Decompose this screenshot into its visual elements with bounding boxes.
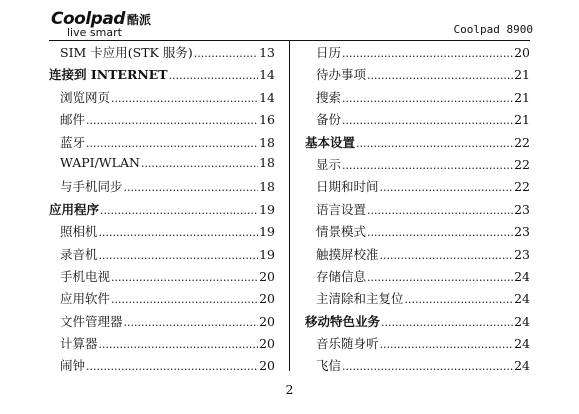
toc-entry[interactable]: [49, 177, 275, 199]
toc-entry-page: 20: [514, 45, 530, 60]
toc-entry[interactable]: [49, 289, 275, 311]
toc-leader: [124, 314, 259, 329]
toc-leader: [141, 155, 258, 170]
toc-entry[interactable]: [305, 110, 530, 132]
toc-entry[interactable]: [49, 43, 275, 65]
toc-entry[interactable]: [49, 155, 275, 177]
toc-leader: [342, 90, 513, 105]
toc-leader: [194, 45, 258, 60]
toc-entry-title: 音乐随身听: [316, 336, 379, 352]
toc-entry[interactable]: [305, 356, 530, 378]
toc-entry-title: 文件管理器: [60, 313, 123, 329]
toc-entry-page: 21: [514, 67, 530, 83]
toc-entry-title: 触摸屏校准: [316, 246, 379, 262]
toc-leader: [367, 269, 513, 284]
toc-section-title: 连接到 INTERNET: [49, 67, 168, 83]
toc-leader: [367, 67, 513, 82]
toc-entry[interactable]: [305, 177, 530, 199]
toc-entry-title: 浏览网页: [60, 89, 111, 105]
toc-entry-page: 24: [514, 358, 530, 374]
toc-leader: [111, 291, 258, 306]
toc-entry-title: 日历: [316, 45, 342, 60]
toc-leader: [86, 112, 258, 127]
toc-leader: [380, 336, 514, 351]
toc-entry-title: 闹钟: [60, 358, 86, 374]
toc-leader: [124, 179, 259, 194]
toc-entry-title: 飞信: [316, 358, 342, 374]
toc-entry-page: 24: [514, 291, 530, 307]
toc-entry-title: 应用软件: [60, 291, 111, 307]
toc-leader: [342, 45, 513, 60]
toc-entry[interactable]: [49, 267, 275, 289]
toc-left-column: [49, 43, 275, 379]
toc-entry-page: 23: [514, 224, 530, 240]
toc-entry-title: 日期和时间: [316, 179, 379, 195]
toc-entry-page: 18: [259, 154, 275, 170]
toc-section-page: 22: [514, 134, 530, 150]
toc-entry[interactable]: [305, 43, 530, 65]
toc-entry-page: 18: [259, 179, 275, 195]
toc-entry-page: 23: [514, 201, 530, 217]
toc-entry[interactable]: [305, 267, 530, 289]
toc-entry-page: 18: [259, 134, 275, 150]
toc-entry-title: WAPI/WLAN: [60, 154, 140, 170]
toc-leader: [99, 247, 259, 262]
toc-section[interactable]: [49, 200, 275, 222]
toc-entry[interactable]: [305, 155, 530, 177]
toc-leader: [405, 291, 514, 306]
column-divider: [289, 41, 290, 371]
toc-entry-title: 主清除和主复位: [316, 291, 404, 307]
toc-leader: [86, 358, 258, 373]
toc-entry-title: 备份: [316, 112, 342, 128]
logo-tagline: live smart: [67, 26, 122, 39]
toc-entry[interactable]: [305, 222, 530, 244]
model-name: Coolpad 8900: [453, 23, 533, 36]
toc-entry-page: 20: [259, 268, 275, 284]
toc-section-title: 基本设置: [305, 134, 356, 150]
logo-brand-cn: 酷派: [126, 13, 151, 27]
toc-leader: [99, 224, 259, 239]
toc-section-page: 14: [259, 67, 275, 83]
toc-leader: [169, 67, 258, 82]
toc-entry-page: 20: [259, 336, 275, 352]
toc-entry[interactable]: [305, 334, 530, 356]
toc-leader: [342, 358, 513, 373]
toc-entry[interactable]: [49, 334, 275, 356]
toc-entry-page: 24: [514, 336, 530, 352]
toc-entry-page: 13: [259, 45, 275, 60]
toc-entry-page: 21: [514, 89, 530, 105]
toc-entry[interactable]: [49, 110, 275, 132]
toc-leader: [100, 202, 258, 217]
toc-entry-title: SIM 卡应用(STK 服务): [60, 45, 193, 60]
toc-entry[interactable]: [305, 65, 530, 87]
toc-entry[interactable]: [49, 245, 275, 267]
coolpad-logo: [51, 9, 151, 39]
toc-entry-title: 搜索: [316, 89, 342, 105]
toc-entry-page: 21: [514, 112, 530, 128]
toc-leader: [86, 135, 258, 150]
page-number: 2: [285, 382, 294, 397]
toc-entry-title: 邮件: [60, 112, 86, 128]
toc-entry-title: 显示: [316, 156, 342, 172]
toc-entry[interactable]: [49, 88, 275, 110]
toc-entry-title: 录音机: [60, 246, 98, 262]
toc-section-title: 应用程序: [49, 201, 100, 217]
toc-leader: [111, 269, 258, 284]
page-header: [0, 0, 579, 44]
toc-entry-title: 情景模式: [316, 224, 367, 240]
toc-entry-page: 20: [259, 358, 275, 374]
toc-entry[interactable]: [49, 356, 275, 378]
toc-entry[interactable]: [305, 289, 530, 311]
toc-entry[interactable]: [305, 200, 530, 222]
toc-leader: [380, 247, 514, 262]
toc-section[interactable]: [305, 312, 530, 334]
toc-leader: [356, 135, 513, 150]
toc-entry[interactable]: [49, 222, 275, 244]
toc-entry-title: 与手机同步: [60, 179, 123, 195]
toc-section-title: 移动特色业务: [305, 313, 381, 329]
toc-entry-page: 19: [259, 224, 275, 240]
toc-section-page: 19: [259, 201, 275, 217]
toc-entry-page: 14: [259, 89, 275, 105]
toc-entry-page: 22: [514, 179, 530, 195]
toc-entry[interactable]: [49, 312, 275, 334]
toc-leader: [367, 224, 513, 239]
toc-entry[interactable]: [305, 88, 530, 110]
toc-section[interactable]: [49, 65, 275, 87]
toc-entry-title: 语言设置: [316, 201, 367, 217]
toc-entry-title: 计算器: [60, 336, 98, 352]
toc-entry-title: 蓝牙: [60, 134, 86, 150]
toc-entry-title: 手机电视: [60, 268, 111, 284]
toc-entry-page: 20: [259, 313, 275, 329]
toc-leader: [99, 336, 259, 351]
toc-entry-page: 19: [259, 246, 275, 262]
toc-entry-page: 22: [514, 156, 530, 172]
toc-entry-page: 23: [514, 246, 530, 262]
toc-entry-title: 待办事项: [316, 67, 367, 83]
toc-leader: [381, 314, 513, 329]
toc-entry-page: 24: [514, 268, 530, 284]
toc-entry-title: 存储信息: [316, 268, 367, 284]
toc-section-page: 24: [514, 313, 530, 329]
toc-leader: [380, 179, 514, 194]
toc-entry-page: 16: [259, 112, 275, 128]
toc-entry[interactable]: [49, 133, 275, 155]
toc-leader: [342, 157, 513, 172]
toc-entry[interactable]: [305, 245, 530, 267]
toc-leader: [367, 202, 513, 217]
toc-section[interactable]: [305, 133, 530, 155]
toc-entry-page: 20: [259, 291, 275, 307]
toc-leader: [111, 90, 258, 105]
logo-brand-text: Coolpad: [51, 9, 125, 29]
toc-leader: [342, 112, 513, 127]
toc-right-column: [305, 43, 530, 379]
toc-entry-title: 照相机: [60, 224, 98, 240]
